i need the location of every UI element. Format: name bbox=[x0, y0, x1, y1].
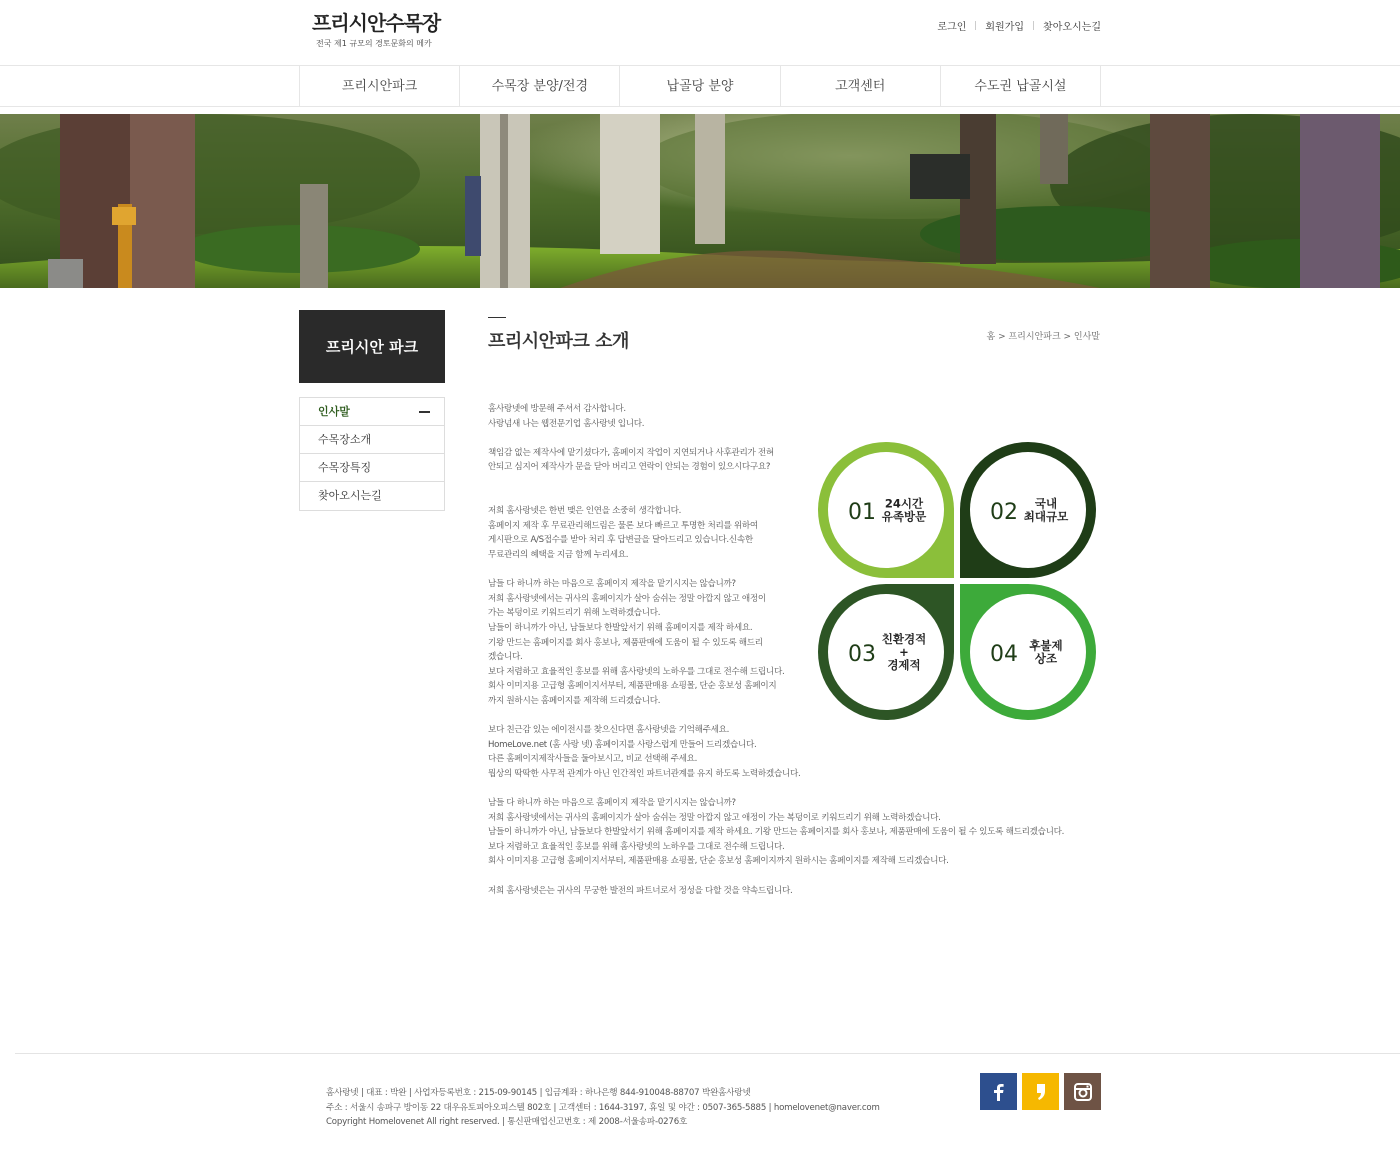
footer-company-line: 홈사랑넷 | 대표 : 박완 | 사업자등록번호 : 215-09-90145 | 입금계좌 : 하나은행 844-910048-88707 박완홈사랑넷 bbox=[326, 1088, 751, 1098]
clover-leaf-04 bbox=[960, 584, 1096, 720]
facebook-button[interactable] bbox=[980, 1073, 1017, 1110]
logo-subtitle: 전국 제1 규모의 경토문화의 메카 bbox=[316, 39, 432, 48]
clover-leaf-center bbox=[828, 594, 944, 710]
clover-leaf-02 bbox=[960, 442, 1096, 578]
instagram-button[interactable] bbox=[1064, 1073, 1101, 1110]
intro-paragraph: 저희 홈사랑넷은 한번 맺은 인연을 소중히 생각합니다. 홈페이지 제작 후 무료관리해드림은 물론 보다 빠르고 투명한 처리를 위하여 게시판으로 A/S접수를 받아 처리 후 답변글을 달아드리고 있습니다.신속한 무료관리의 혜택을 지금 함께 누리세요. bbox=[488, 506, 758, 560]
clover-leaf-03 bbox=[818, 584, 954, 720]
forest-illustration bbox=[0, 114, 1400, 288]
clover-number: 03 bbox=[848, 642, 876, 667]
footer-info bbox=[326, 1086, 880, 1130]
sidebar-item-tree-burial-features[interactable] bbox=[300, 454, 444, 482]
sidebar-item-directions[interactable] bbox=[300, 482, 444, 510]
utility-nav bbox=[937, 18, 1101, 33]
kakaostory-button[interactable] bbox=[1022, 1073, 1059, 1110]
divider bbox=[1033, 21, 1034, 30]
facebook-icon bbox=[991, 1083, 1007, 1101]
title-accent-line bbox=[488, 317, 506, 318]
nav-item-customer-center[interactable]: 고객센터 bbox=[781, 66, 941, 107]
sidebar-item-label: 찾아오시는길 bbox=[318, 489, 382, 502]
clover-number: 04 bbox=[990, 642, 1018, 667]
hero-banner-image bbox=[0, 114, 1400, 288]
directions-link[interactable]: 찾아오시는길 bbox=[1043, 22, 1101, 33]
nav-item-metro-facilities[interactable]: 수도권 납골시설 bbox=[941, 66, 1101, 107]
sidebar-item-tree-burial-intro[interactable] bbox=[300, 426, 444, 454]
clover-label: 경제적 bbox=[887, 658, 921, 672]
clover-label: 최대규모 bbox=[1023, 509, 1069, 524]
clover-label: 유족방문 bbox=[881, 509, 927, 524]
clover-label: 24시간 bbox=[884, 496, 924, 511]
clover-leaf-center bbox=[970, 594, 1086, 710]
intro-paragraph: 보다 친근감 있는 에이전시를 찾으신다면 홈사랑넷을 기억해주세요. HomeLove.net (홈 사랑 넷) 홈페이지를 사랑스럽게 만들어 드리겠습니다. 다른 홈페이지제작사들을 둘아보시고, 비교 선택해 주세요. 뭡상의 딱딱한 사무적 관계가 아닌 인간적인 파트너관계를 유지 하도록 노력하겠습니다. bbox=[488, 725, 801, 779]
sidebar-item-label: 인사말 bbox=[318, 405, 350, 418]
site-logo[interactable] bbox=[312, 11, 512, 49]
signup-link[interactable]: 회원가입 bbox=[985, 22, 1025, 33]
intro-paragraph: 책임감 없는 제작사에 맡기셨다가, 홈페이지 작업이 지연되거나 사후관리가 전혀 안되고 심지어 제작사가 문을 닫아 버리고 연락이 안되는 경험이 있으시다구요? bbox=[488, 447, 774, 473]
sidebar-menu bbox=[299, 397, 445, 511]
intro-paragraph: 저희 홈사랑넷은는 귀사의 무궁한 발전의 파트너로서 정성을 다할 것을 약속드립니다. bbox=[488, 885, 793, 896]
intro-paragraph: 홈사랑넷에 방문해 주셔서 감사합니다. 사랑넘새 나는 웹전문기업 홈사랑넷 입니다. bbox=[488, 404, 645, 429]
kakaostory-icon bbox=[1033, 1082, 1049, 1102]
footer-address-line: 주소 : 서울시 송파구 방이동 22 대우유토피아오피스텔 802호 | 고객센터 : 1644-3197, 휴일 및 야간 : 0507-365-5885 | homelovenet@naver.com bbox=[326, 1102, 880, 1113]
instagram-icon bbox=[1073, 1082, 1093, 1102]
logo-title: 프리시안수목장 bbox=[312, 11, 441, 35]
nav-item-columbarium[interactable]: 납골당 분양 bbox=[620, 66, 780, 107]
feature-clover-graphic bbox=[818, 442, 1098, 722]
footer-copyright-line: Copyright Homelovenet All right reserved. | 통신판매업신고번호 : 제 2008-서울송파-0276호 bbox=[326, 1117, 688, 1128]
page-title: 프리시안파크 소개 bbox=[488, 331, 629, 352]
sidebar-item-label: 수목장소개 bbox=[318, 433, 372, 446]
clover-label: + bbox=[899, 645, 909, 659]
footer-divider bbox=[15, 1053, 1400, 1054]
nav-item-tree-burial[interactable]: 수목장 분양/전경 bbox=[460, 66, 620, 107]
clover-label: 국내 bbox=[1034, 496, 1058, 511]
clover-number: 01 bbox=[848, 500, 876, 525]
sidebar-title: 프리시안 파크 bbox=[299, 310, 445, 383]
intro-paragraph: 남들 다 하니까 하는 마음으로 홈페이지 제작을 맡기시지는 않습니까? 저희 홈사랑넷에서는 귀사의 홈페이지가 살아 숨쉬는 정말 아깝지 않고 애정이 가는 복덩이로 키워드리기 위해 노력하겠습니다. 남들이 하니까가 아닌, 남들보다 한발앞서기 위해 홈페이지를 제작 하세요. 기왕 만드는 홈페이지를 회사 홍보나, 제품판매에 도움이 될 수 있도록 해드리 겠습니다. 보다 저렴하고 효율적인 홍보를 위해 홈사랑넷의 노하우를 그대로 전수해 드립니다. 회사 이미지용 고급형 홈페이지서부터, 제품판매용 쇼핑몰, 단순 홍보성 홈페이지 까지 원하시는 홈페이지를 제작해 드리겠습니다. bbox=[488, 579, 785, 706]
intro-paragraph: 남들 다 하니까 하는 마음으로 홈페이지 제작을 맡기시지는 않습니까? 저희 홈사랑넷에서는 귀사의 홈페이지가 살아 숨쉬는 정말 아깝지 않고 애정이 가는 복덩이로 키워드리기 위해 노력하겠습니다. 남들이 하니까가 아닌, 남들보다 한발앞서기 위해 홈페이지를 제작 하세요. 기왕 만드는 홈페이지를 회사 홍보나, 제품판매에 도움이 될 수 있도록 해드리겠습니다. 보다 저렴하고 효율적인 홍보를 위해 홈사랑넷의 노하우를 그대로 전수해 드립니다. 회사 이미지용 고급형 홈페이지서부터, 제품판매용 쇼핑몰, 단순 홍보성 홈페이지까지 원하시는 홈페이지를 제작해 드리겠습니다. bbox=[488, 798, 1065, 867]
clover-number: 02 bbox=[990, 500, 1018, 525]
sidebar-item-label: 수목장특징 bbox=[318, 461, 372, 474]
clover-label: 후불제 bbox=[1029, 638, 1063, 653]
collapse-icon bbox=[419, 411, 430, 413]
main-nav bbox=[0, 65, 1400, 107]
clover-label: 상조 bbox=[1034, 651, 1058, 666]
sidebar-item-greeting[interactable] bbox=[300, 398, 444, 426]
login-link[interactable]: 로그인 bbox=[937, 22, 967, 33]
divider bbox=[975, 21, 976, 30]
clover-label: 친환경적 bbox=[881, 632, 927, 646]
clover-leaf-01 bbox=[818, 442, 954, 578]
breadcrumb: 홈 > 프리시안파크 > 인사말 bbox=[986, 332, 1100, 342]
nav-item-park[interactable]: 프리시안파크 bbox=[300, 66, 460, 107]
